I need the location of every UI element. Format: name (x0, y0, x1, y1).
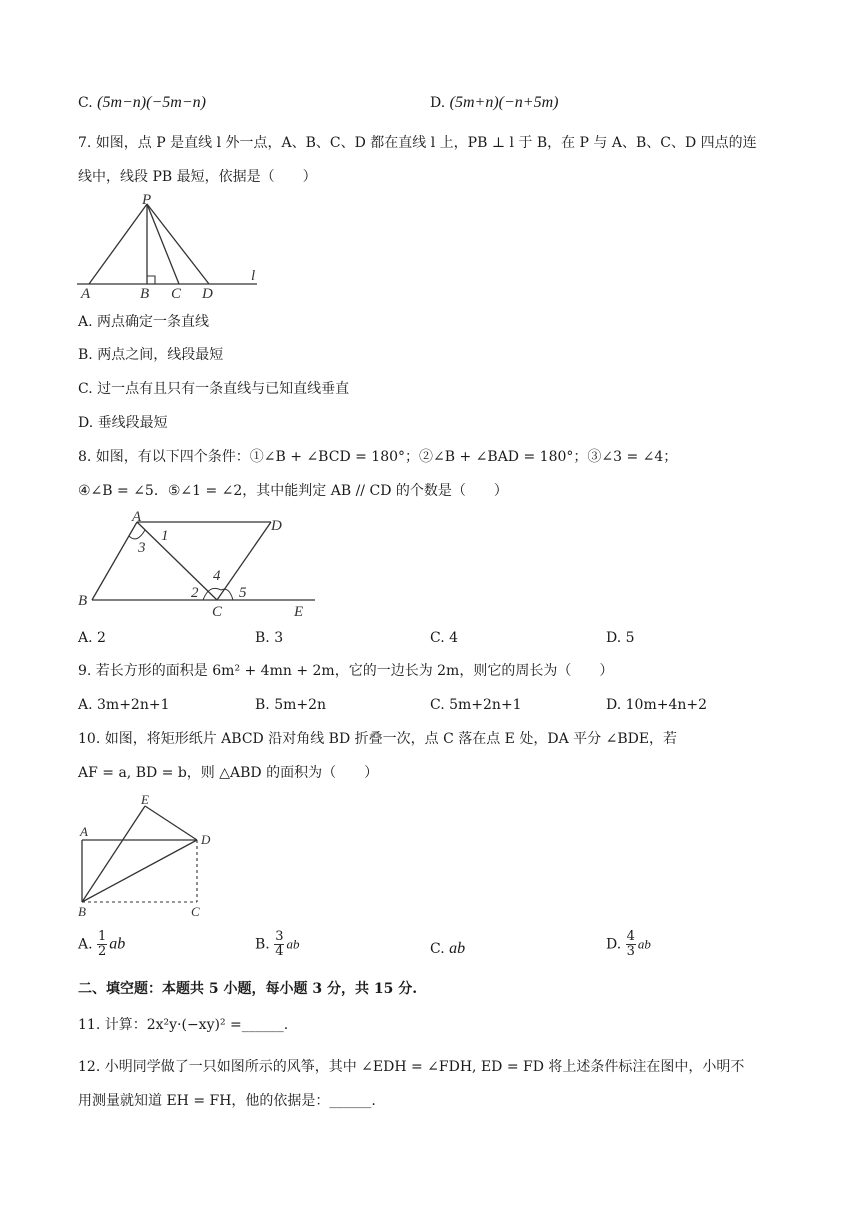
label-b: B (78, 904, 86, 919)
option-label: D. (430, 95, 446, 111)
q7-figure (75, 192, 275, 304)
q7-option-b: B. 两点之间，线段最短 (78, 347, 224, 363)
denominator: 2 (98, 944, 107, 959)
label-d: D (201, 832, 211, 847)
segment-pa (89, 204, 147, 284)
q7-option-d: D. 垂线段最短 (78, 415, 168, 431)
q10-figure (75, 790, 225, 920)
q10-stem-line2: AF = a, BD = b，则 △ABD 的面积为（ ） (78, 765, 379, 781)
segment-ed (145, 806, 197, 840)
q7-stem-line1: 7. 如图，点 P 是直线 l 外一点，A、B、C、D 都在直线 l 上，PB ⊥ l 于 B，在 P 与 A、B、C、D 四点的连 (78, 135, 757, 151)
q8-option-b: B. 3 (255, 630, 284, 646)
numerator: 3 (275, 929, 284, 944)
q8-stem-line1: 8. 如图，有以下四个条件：①∠B + ∠BCD = 180°；②∠B + ∠BAD = 180°；③∠3 = ∠4； (78, 449, 678, 465)
prev-option-d (430, 92, 558, 114)
label-c: C (191, 904, 200, 919)
angle-label-3: 3 (138, 540, 146, 556)
q11-stem: 11. 计算：2x²y·(−xy)² =______. (78, 1017, 289, 1033)
angle-label-5: 5 (239, 585, 247, 601)
label-a: A (80, 824, 88, 839)
q7-option-c: C. 过一点有且只有一条直线与已知直线垂直 (78, 381, 350, 397)
segment-ac (137, 522, 217, 600)
option-tail: ab (286, 936, 300, 952)
label-e: E (141, 792, 149, 807)
q10-option-b (255, 930, 299, 959)
angle-label-2: 2 (191, 585, 199, 601)
denominator: 3 (626, 944, 635, 959)
option-label: B. (255, 936, 270, 953)
angle-label-4: 4 (213, 568, 221, 584)
prev-option-c (78, 92, 206, 114)
q9-option-c: C. 5m+2n+1 (430, 697, 522, 713)
q12-stem-line1: 12. 小明同学做了一只如图所示的风筝，其中 ∠EDH = ∠FDH, ED = FD 将上述条件标注在图中，小明不 (78, 1059, 745, 1075)
segment-bd (82, 840, 197, 902)
q8-option-a: A. 2 (78, 630, 106, 646)
section-heading: 二、填空题：本题共 5 小题，每小题 3 分，共 15 分. (78, 981, 418, 997)
fraction (97, 930, 107, 959)
label-a: A (132, 509, 142, 525)
q10-option-c (430, 938, 465, 960)
numerator: 1 (98, 929, 107, 944)
option-tail: ab (109, 935, 126, 953)
segment-pc (147, 204, 179, 284)
q9-option-b: B. 5m+2n (255, 697, 327, 713)
q12-stem-line2: 用测量就知道 EH = FH，他的依据是：______. (78, 1093, 376, 1109)
q9-option-a: A. 3m+2n+1 (78, 697, 170, 713)
q8-option-c: C. 4 (430, 630, 459, 646)
q7-stem-line2: 线中，线段 PB 最短，依据是（ ） (78, 169, 317, 185)
segment-pd (147, 204, 209, 284)
option-tail: ab (449, 940, 466, 957)
segment-ab (92, 522, 137, 600)
label-p: P (142, 192, 152, 208)
q10-stem-line1: 10. 如图，将矩形纸片 ABCD 沿对角线 BD 折叠一次，点 C 落在点 E 处，DA 平分 ∠BDE，若 (78, 731, 678, 747)
q8-figure (75, 508, 325, 620)
label-e: E (294, 604, 304, 620)
q8-stem-line2: ④∠B = ∠5．⑤∠1 = ∠2，其中能判定 AB // CD 的个数是（ ） (78, 483, 508, 499)
label-l: l (251, 268, 256, 284)
fraction (274, 930, 284, 959)
label-c: C (212, 604, 223, 620)
denominator: 4 (275, 944, 284, 959)
option-label: D. (606, 936, 622, 953)
label-b: B (78, 593, 88, 609)
label-a: A (81, 286, 91, 302)
q10-option-d (606, 930, 651, 959)
angle-label-1: 1 (161, 528, 169, 544)
option-expression: (5m−n)(−5m−n) (97, 94, 206, 111)
label-b: B (140, 286, 150, 302)
q9-option-d: D. 10m+4n+2 (606, 697, 708, 713)
q9-stem: 9. 若长方形的面积是 6m² + 4mn + 2m，它的一边长为 2m，则它的周长为（ ） (78, 663, 614, 679)
q7-option-a: A. 两点确定一条直线 (78, 314, 210, 330)
option-expression: (5m+n)(−n+5m) (449, 94, 559, 111)
segment-be (82, 806, 145, 902)
label-d: D (271, 518, 282, 534)
option-tail: ab (637, 936, 651, 952)
numerator: 4 (626, 929, 635, 944)
fraction (626, 930, 636, 959)
option-label: C. (430, 941, 445, 957)
q8-option-d: D. 5 (606, 630, 635, 646)
option-label: A. (78, 936, 93, 953)
option-label: C. (78, 95, 93, 111)
right-angle-mark (147, 276, 155, 284)
label-c: C (171, 286, 182, 302)
label-d: D (202, 286, 213, 302)
q10-option-a (78, 930, 125, 959)
